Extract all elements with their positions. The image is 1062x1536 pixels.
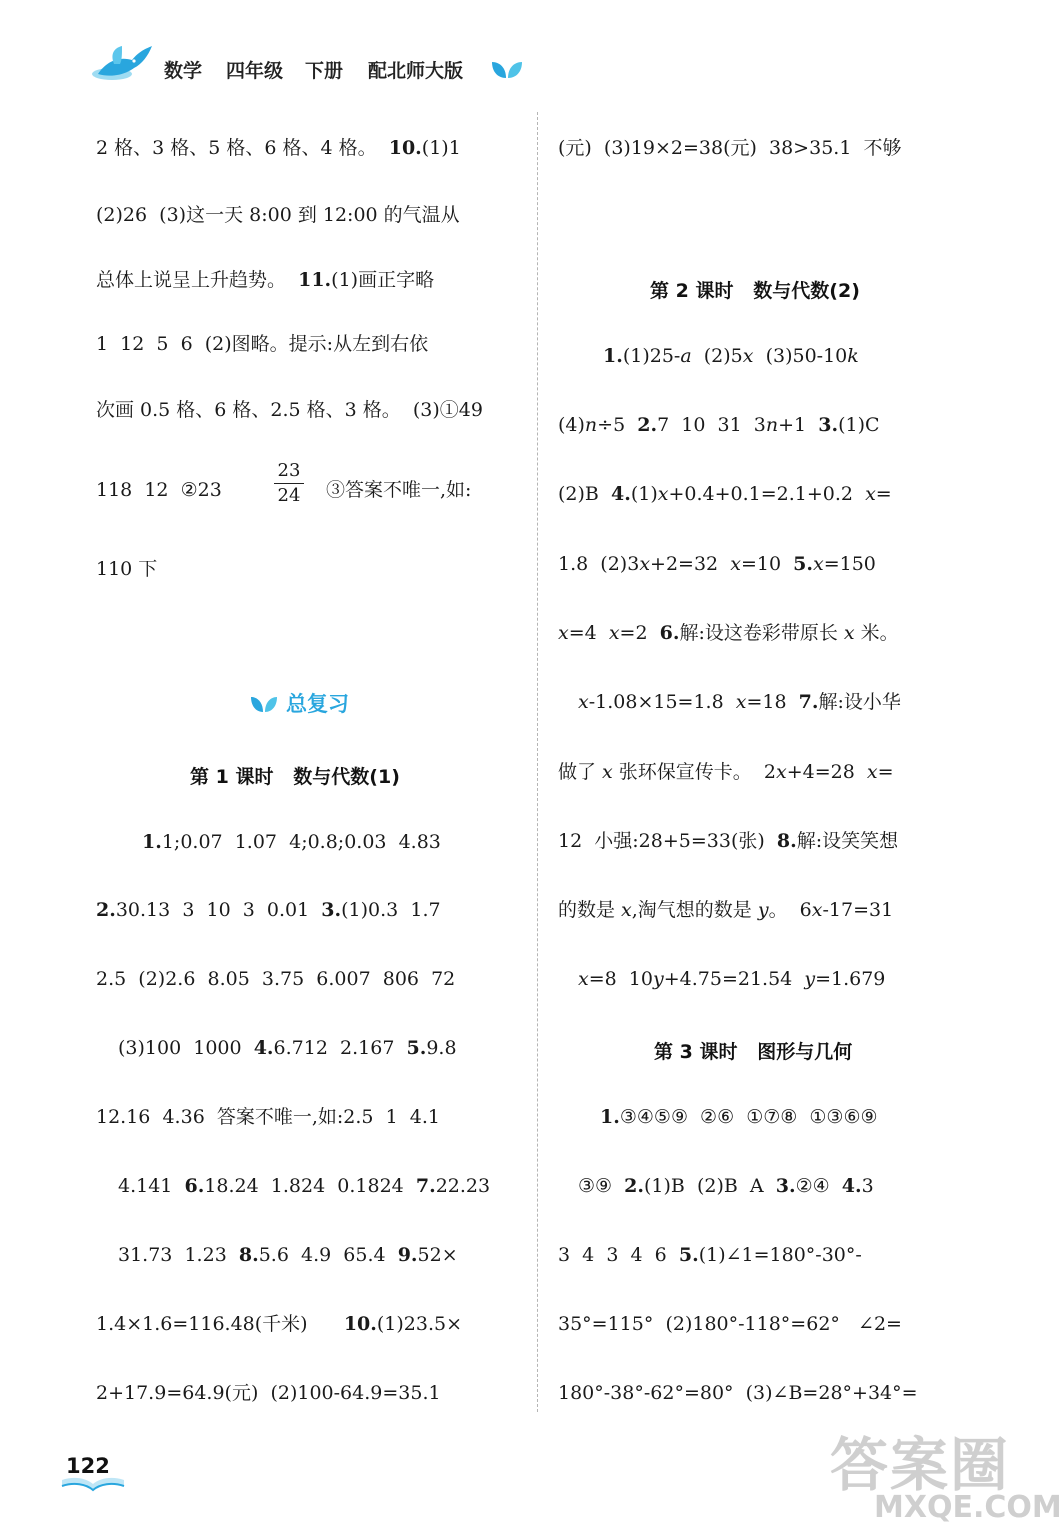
column-divider <box>537 112 538 1412</box>
left-answer-7: 31.73 1.23 8.5.6 4.9 65.4 9.52× <box>118 1244 458 1266</box>
sprout-icon <box>250 692 278 714</box>
left-answer-4: (3)100 1000 4.6.712 2.167 5.9.8 <box>118 1037 457 1059</box>
fraction-denominator: 24 <box>277 485 301 506</box>
lesson-2-title: 第 2 课时 数与代数(2) <box>650 280 860 302</box>
header-subject: 数学 <box>164 60 203 82</box>
right-answer-10: x=8 10y+4.75=21.54 y=1.679 <box>578 968 886 990</box>
right-geo-3: 3 4 3 4 6 5.(1)∠1=180°-30°- <box>558 1244 862 1266</box>
page-number: 122 <box>66 1454 110 1478</box>
watermark-url: MXQE.COM <box>874 1490 1062 1525</box>
open-book-icon <box>60 1476 126 1492</box>
right-line-1: (元) (3)19×2=38(元) 38>35.1 不够 <box>558 137 902 159</box>
right-answer-9: 的数是 x,淘气想的数是 y。 6x-17=31 <box>558 899 894 921</box>
right-answer-8: 12 小强:28+5=33(张) 8.解:设笑笑想 <box>558 830 899 852</box>
left-answer-8: 1.4×1.6=116.48(千米) 10.(1)23.5× <box>96 1313 463 1335</box>
right-answer-3: (2)B 4.(1)x+0.4+0.1=2.1+0.2 x= <box>558 483 892 505</box>
left-answer-3: 2.5 (2)2.6 8.05 3.75 6.007 806 72 <box>96 968 456 990</box>
header-grade: 四年级 <box>226 60 284 82</box>
right-answer-7: 做了 x 张环保宣传卡。 2x+4=28 x= <box>558 761 894 783</box>
bird-logo-icon <box>92 44 154 84</box>
leaf-icon <box>490 58 524 80</box>
right-geo-4: 35°=115° (2)180°-118°=62° ∠2= <box>558 1313 902 1335</box>
left-line-5: 次画 0.5 格、6 格、2.5 格、3 格。 (3)①49 <box>96 399 483 421</box>
fraction-bar <box>274 483 304 484</box>
left-line-1: 2 格、3 格、5 格、6 格、4 格。 10.(1)1 <box>96 137 461 159</box>
right-geo-5: 180°-38°-62°=80° (3)∠B=28°+34°= <box>558 1382 918 1404</box>
left-answer-9: 2+17.9=64.9(元) (2)100-64.9=35.1 <box>96 1382 441 1404</box>
right-geo-1: 1.③④⑤⑨ ②⑥ ①⑦⑧ ①③⑥⑨ <box>600 1106 878 1128</box>
left-answer-5: 12.16 4.36 答案不唯一,如:2.5 1 4.1 <box>96 1106 440 1128</box>
header-volume: 下册 <box>305 60 344 82</box>
left-line-6a: 118 12 ②23 <box>96 479 222 501</box>
watermark <box>830 1418 1062 1530</box>
right-answer-6: x-1.08×15=1.8 x=18 7.解:设小华 <box>578 691 901 713</box>
lesson-3-title: 第 3 课时 图形与几何 <box>654 1041 853 1063</box>
left-line-2: (2)26 (3)这一天 8:00 到 12:00 的气温从 <box>96 204 460 226</box>
left-line-7: 110 下 <box>96 558 158 580</box>
review-title: 总复习 <box>286 692 349 716</box>
left-line-4: 1 12 5 6 (2)图略。提示:从左到右依 <box>96 333 429 355</box>
right-answer-2: (4)n÷5 2.7 10 31 3n+1 3.(1)C <box>558 414 880 436</box>
left-answer-6: 4.141 6.18.24 1.824 0.1824 7.22.23 <box>118 1175 491 1197</box>
fraction-numerator: 23 <box>277 460 301 481</box>
right-answer-4: 1.8 (2)3x+2=32 x=10 5.x=150 <box>558 553 876 575</box>
watermark-text: 答案圈 <box>830 1431 1011 1499</box>
left-answer-2: 2.30.13 3 10 3 0.01 3.(1)0.3 1.7 <box>96 899 441 921</box>
header-edition: 配北师大版 <box>368 60 464 82</box>
right-geo-2: ③⑨ 2.(1)B (2)B A 3.②④ 4.3 <box>578 1175 874 1197</box>
left-line-3: 总体上说呈上升趋势。 11.(1)画正字略 <box>96 269 435 291</box>
left-answer-1: 1.1;0.07 1.07 4;0.8;0.03 4.83 <box>142 831 441 853</box>
lesson-1-title: 第 1 课时 数与代数(1) <box>190 766 400 788</box>
right-answer-5: x=4 x=2 6.解:设这卷彩带原长 x 米。 <box>558 622 899 644</box>
fraction <box>274 460 304 507</box>
page-number-badge <box>60 1452 126 1492</box>
right-answer-1: 1.(1)25-a (2)5x (3)50-10k <box>603 345 859 367</box>
left-line-6b: ③答案不唯一,如: <box>326 479 472 501</box>
page-header <box>0 0 1037 110</box>
